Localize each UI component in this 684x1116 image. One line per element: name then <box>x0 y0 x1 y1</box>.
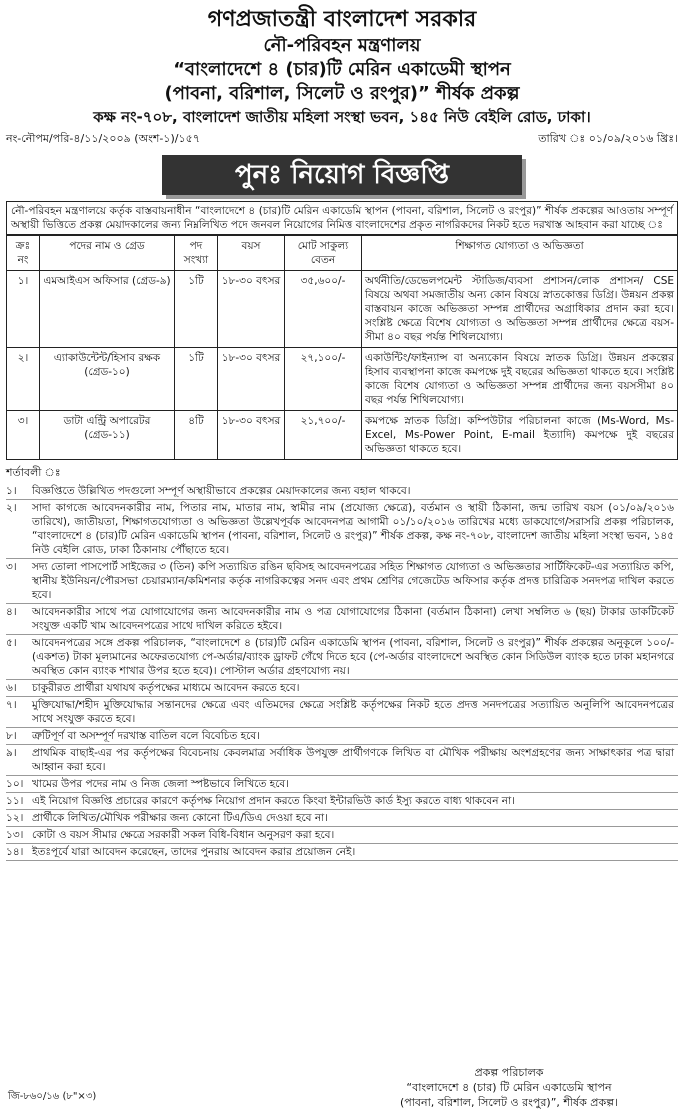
term-number: ৯। <box>6 747 17 759</box>
term-text: ইতঃপূর্বে যারা আবেদন করেছেন, তাদের পুনরায় আবেদন করার প্রয়োজন নেই। <box>32 846 356 858</box>
row-post: ডাটা এন্ট্রি অপারেটর (গ্রেড-১১) <box>40 411 175 460</box>
table-row <box>7 271 678 348</box>
term-number: ৭। <box>6 699 17 711</box>
term-text: এই নিয়োগ বিজ্ঞপ্তি প্রচারের কারণে কর্তৃপক্ষ নিয়োগ প্রদান করতে কিংবা ইন্টারভিউ কার্ড ইস্যু করতে বাধ্য থাকবেন না। <box>32 795 515 807</box>
term-item <box>6 697 678 728</box>
term-text: সাদা কাগজে আবেদনকারীর নাম, পিতার নাম, মাতার নাম, স্বামীর নাম (প্রযোজ্য ক্ষেত্রে), বর্তমান ও স্থায়ী ঠিকানা, জন্ম তারিখ বয়স (০১/০৯/২০১৬ তারিখে), জাতীয়তা, শিক্ষাগতযোগ্যতা ও অভিজ্ঞতা উল্লেখপূর্বক আবেদনপত্র আগামী ০১/১০/২০১৬ তারিখের মধ্যে ডাকযোগে/সরাসরি প্রকল্প পরিচালক, “বাংলাদেশে ৪ (চার)টি মেরিন একাডেমি স্থাপন (পাবনা, বরিশাল, সিলেট ও রংপুর)” শীর্ষক প্রকল্প, কক্ষ নং-৭০৮, বাংলাদেশ জাতীয় মহিলা সংস্থা ভবন, ১৪৫ নিউ বেইলি রোড, ঢাকা ঠিকানায় পৌঁছাতে হবে। <box>32 502 674 556</box>
col-salary: মোট সাকুল্য বেতন <box>285 236 362 271</box>
term-text: সদ্য তোলা পাসপোর্ট সাইজের ৩ (তিন) কপি সত্যায়িত রঙিন ছবিসহ আবেদনপত্রের সহিত শিক্ষাগত যোগ্যতা ও অভিজ্ঞতার সার্টিফিকেট-এর সত্যায়িত কপি, স্থানীয় ইউনিয়ন/পৌরসভা চেয়ারম্যান/কমিশনার কর্তৃক নাগরিকত্বের সনদ এবং প্রথম শ্রেণির গেজেটেড অফিসার কর্তৃক প্রদত্ত চারিত্রিক সনদপত্র দাখিল করতে হবে। <box>32 561 675 601</box>
row-serial: ৩। <box>7 411 40 460</box>
term-text: খামের উপর পদের নাম ও নিজ জেলা স্পষ্টভাবে লিখিতে হবে। <box>32 778 290 790</box>
term-item <box>6 635 678 680</box>
col-requirements: শিক্ষাগত যোগ্যতা ও অভিজ্ঞতা <box>362 236 678 271</box>
term-number: ১০। <box>6 778 24 790</box>
row-serial: ২। <box>7 348 40 411</box>
col-count: পদ সংখ্যা <box>175 236 218 271</box>
row-salary: ২৭,১০০/- <box>285 348 362 411</box>
intro-paragraph: নৌ-পরিবহন মন্ত্রণালয়ে কর্তৃক বাস্তবায়নাধীন “বাংলাদেশে ৪ (চার)টি মেরিন একাডেমি স্থাপন (পাবনা, বরিশাল, সিলেট ও রংপুর)” শীর্ষক প্রকল্পের আওতায় সম্পূর্ণ অস্থায়ী ভিত্তিতে প্রকল্প মেয়াদকালের জন্য নিম্নলিখিত পদে জনবল নিয়োগের নিমিত্ত বাংলাদেশের প্রকৃত নাগরিকদের নিকট হতে দরখাস্ত আহবান করা যাচ্ছে ঃ <box>6 201 678 235</box>
term-text: প্রার্থীকে লিখিত/মৌখিক পরীক্ষার জন্য কোনো টিএ/ডিএ দেওয়া হবে না। <box>32 812 328 824</box>
term-text: আবেদনপত্রের সঙ্গে প্রকল্প পরিচালক, “বাংলাদেশে ৪ (চার)টি মেরিন একাডেমি স্থাপন (পাবনা, বরিশাল, সিলেট ও রংপুর)” শীর্ষক প্রকল্পের অনুকূলে ১০০/- (একশত) টাকা মূল্যমানের অফেরতযোগ্য পে-অর্ডার/ব্যাংক ড্রাফট গেঁথে দিতে হবে (পে-অর্ডার বাংলাদেশে অবস্থিত কোন সিডিউল ব্যাংক হতে ঢাকা মহানগরে অবস্থিত কোন ব্যাংক শাখার উপর হতে হবে)। পোস্টাল অর্ডার গ্রহণযোগ্য নয়। <box>32 637 674 677</box>
term-item <box>6 793 678 810</box>
terms-list <box>6 483 678 861</box>
term-number: ১। <box>6 485 17 497</box>
ministry-name: নৌ-পরিবহন মন্ত্রণালয় <box>263 35 421 56</box>
office-address: কক্ষ নং-৭০৮, বাংলাদেশ জাতীয় মহিলা সংস্থা ভবন, ১৪৫ নিউ বেইলি রোড, ঢাকা। <box>93 108 591 126</box>
row-age: ১৮-৩০ বৎসর <box>218 271 285 348</box>
project-title-1: “বাংলাদেশে ৪ (চার)টি মেরিন একাডেমী স্থাপন <box>173 59 511 80</box>
term-number: ৮। <box>6 730 17 742</box>
signatory-project-1: “বাংলাদেশে ৪ (চার) টি মেরিন একাডেমি স্থাপন <box>406 1081 612 1094</box>
term-text: আবেদনকারীর সাথে পত্র যোগাযোগের জন্য আবেদনকারীর নাম ও পত্র যোগাযোগের ঠিকানা (বর্তমান ঠিকানা) লেখা সম্বলিত ৬ (ছয়) টাকার ডাকটিকেট সংযুক্ত একটি খাম আবেদনপত্রের সাথে দাখিল করিতে হইবে। <box>32 606 674 632</box>
row-age: ১৮-৩০ বৎসর <box>218 411 285 460</box>
term-number: ৬। <box>6 682 17 694</box>
table-row <box>7 411 678 460</box>
row-salary: ৩৫,৬০০/- <box>285 271 362 348</box>
project-title-2: (পাবনা, বরিশাল, সিলেট ও রংপুর)” শীর্ষক প্রকল্প <box>164 83 520 104</box>
term-text: ত্রুটিপূর্ণ বা অসম্পূর্ণ দরখাস্ত বাতিল বলে বিবেচিত হবে। <box>32 730 260 742</box>
term-text: মুক্তিযোদ্ধা/শহীদ মুক্তিযোদ্ধার সন্তানদের ক্ষেত্রে এবং এতিমদের ক্ষেত্রে সংশ্লিষ্ট কর্তৃপক্ষের নিকট হতে প্রদত্ত সনদপত্রের সত্যায়িত অনুলিপি আবেদনপত্রের সাথে সংযুক্ত করতে হবে। <box>32 699 674 725</box>
term-text: চাকুরীরত প্রার্থীরা যথাযথ কর্তৃপক্ষের মাধ্যমে আবেদন করতে হবে। <box>32 682 300 694</box>
row-count: ৪টি <box>175 411 218 460</box>
signatory-title: প্রকল্প পরিচালক <box>474 1066 544 1079</box>
term-text: কোটা ও বয়স সীমার ক্ষেত্রে সরকারী সকল বিধি-বিধান অনুসরণ করা হবে। <box>32 829 335 841</box>
term-item <box>6 500 678 559</box>
signatory-project-2: (পাবনা, বরিশাল, সিলেট ও রংপুর)”, শীর্ষক প্রকল্প। <box>399 1096 619 1109</box>
row-count: ১টি <box>175 348 218 411</box>
reference-line <box>6 130 678 149</box>
term-number: ১৪। <box>6 846 24 858</box>
row-post: এমআইএস অফিসার (গ্রেড-৯) <box>40 271 175 348</box>
term-number: ২। <box>6 502 17 514</box>
press-code: জি-৮৬০/১৬ (৮"×৩) <box>8 1091 97 1102</box>
term-item <box>6 745 678 776</box>
term-number: ১২। <box>6 812 24 824</box>
row-count: ১টি <box>175 271 218 348</box>
term-number: ৩। <box>6 561 17 573</box>
govt-title: গণপ্রজাতন্ত্রী বাংলাদেশ সরকার <box>207 7 477 32</box>
vacancy-table <box>6 235 678 460</box>
term-number: ১১। <box>6 795 24 807</box>
term-item <box>6 810 678 827</box>
term-number: ১৩। <box>6 829 24 841</box>
row-serial: ১। <box>7 271 40 348</box>
term-item <box>6 776 678 793</box>
row-requirements: একাউন্টিং/ফাইন্যান্স বা অন্যকোন বিষয়ে স্নাতক ডিগ্রি। উন্নয়ন প্রকল্পের হিসাব ব্যবস্থাপনা কাজে কমপক্ষে দুই বছরের অভিজ্ঞতা থাকতে হবে। সংশ্লিষ্ট কাজে বিশেষ যোগ্যতা ও অভিজ্ঞতা সম্পন্ন প্রার্থীদের জন্য বয়সসীমা ৪০ বছর পর্যন্ত শিথিলযোগ্য। <box>362 348 678 411</box>
row-salary: ২১,৭০০/- <box>285 411 362 460</box>
table-row <box>7 348 678 411</box>
row-age: ১৮-৩০ বৎসর <box>218 348 285 411</box>
terms-heading: শর্তাবলী ঃ <box>6 466 61 479</box>
signature-block <box>344 1065 674 1110</box>
col-age: বয়স <box>218 236 285 271</box>
term-item <box>6 559 678 604</box>
term-item <box>6 844 678 861</box>
term-number: ৫। <box>6 637 17 649</box>
term-text: প্রাথমিক বাছাই-এর পর কর্তৃপক্ষের বিবেচনায় কেবলমাত্র সর্বাধিক উপযুক্ত প্রার্থীগণকে লিখিত বা মৌখিক পরীক্ষায় অংশগ্রহণের জন্য সাক্ষাৎকার পত্র দ্বারা আহ্বান করা হবে। <box>32 747 674 773</box>
memo-number: নং-নৌপম/পরি-৪/১১/২০০৯ (অংশ-১)/১৫৭ <box>6 132 200 145</box>
notice-date: তারিখ ঃ ০১/০৯/২০১৬ খ্রিঃ। <box>538 132 678 145</box>
row-requirements: কমপক্ষে স্নাতক ডিগ্রি। কম্পিউটার পরিচালনা কাজে (Ms-Word, Ms-Excel, Ms-Power Point, E-mail ইত্যাদি) কমপক্ষে দুই বছরের অভিজ্ঞতা থাকতে হবে। <box>362 411 678 460</box>
term-number: ৪। <box>6 606 17 618</box>
term-item <box>6 604 678 635</box>
row-requirements: অর্থনীতি/ডেভেলপমেন্ট স্টাডিজ/ব্যবসা প্রশাসন/লোক প্রশাসন/ CSE বিষয়ে অথবা সমজাতীয় অন্য কোন বিষয়ে স্নাতকোত্তর ডিগ্রি। উন্নয়ন প্রকল্প বাস্তবায়ন কাজে অভিজ্ঞতা সম্পন্ন প্রার্থীদের অগ্রাধিকার প্রদান করা হবে। সংশ্লিষ্ট ক্ষেত্রে বিশেষ যোগ্যতা ও অভিজ্ঞতা সম্পন্ন প্রার্থীদের ক্ষেত্রে বয়স-সীমা ৪০ বছর পর্যন্ত শিথিলযোগ্য। <box>362 271 678 348</box>
col-serial: ক্রঃ নং <box>7 236 40 271</box>
col-post: পদের নাম ও গ্রেড <box>40 236 175 271</box>
term-item <box>6 680 678 697</box>
term-item <box>6 728 678 745</box>
notice-banner: পুনঃ নিয়োগ বিজ্ঞপ্তি <box>162 155 522 195</box>
table-header-row <box>7 236 678 271</box>
row-post: এ্যাকাউন্টেন্ট/হিসাব রক্ষক (গ্রেড-১০) <box>40 348 175 411</box>
term-item <box>6 483 678 500</box>
term-text: বিজ্ঞপ্তিতে উল্লিখিত পদগুলো সম্পূর্ণ অস্থায়ীভাবে প্রকল্পের মেয়াদকালের জন্য বহাল থাকবে। <box>32 485 411 497</box>
term-item <box>6 827 678 844</box>
